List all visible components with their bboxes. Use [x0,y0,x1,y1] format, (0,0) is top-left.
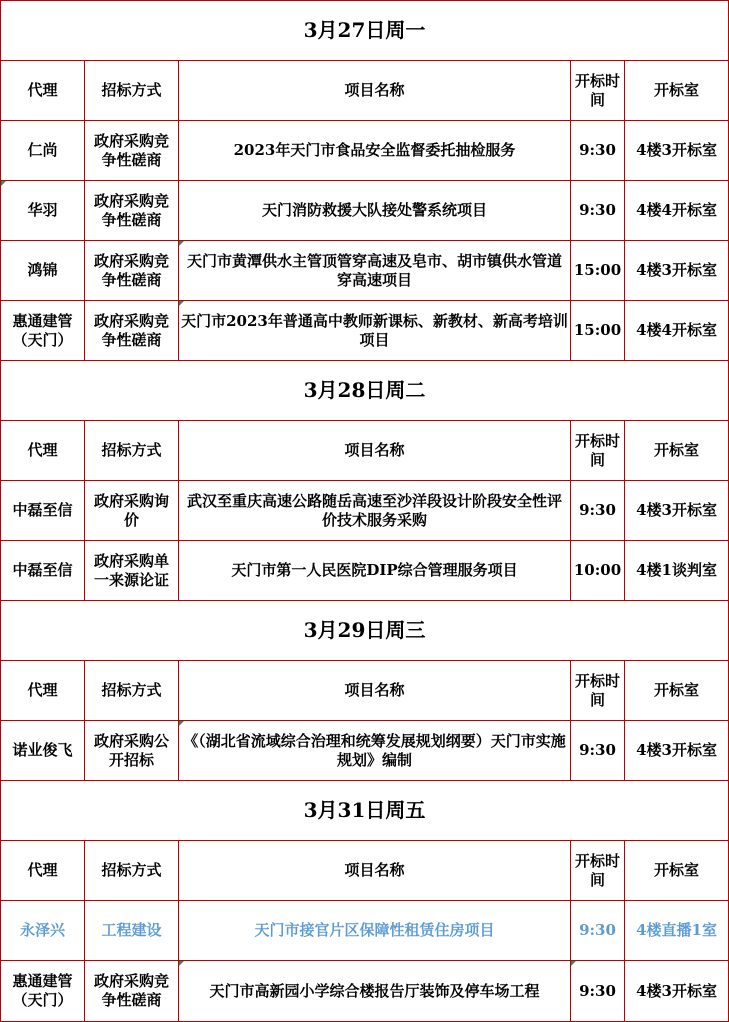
table-row [1,301,729,361]
project-cell: 《（湖北省流域综合治理和统筹发展规划纲要）天门市实施规划》编制 [179,721,571,781]
room-cell: 4楼直播1室 [625,901,729,961]
method-cell: 政府采购单一来源论证 [85,541,179,601]
room-cell: 4楼3开标室 [625,241,729,301]
col-header-time: 开标时间 [571,61,625,121]
room-cell: 4楼3开标室 [625,121,729,181]
col-header-project: 项目名称 [179,841,571,901]
date-row [1,781,729,841]
col-header-room: 开标室 [625,61,729,121]
date-heading: 3月29日周三 [1,601,729,661]
col-header-time: 开标时间 [571,841,625,901]
agent-cell: 中磊至信 [1,481,85,541]
col-header-project: 项目名称 [179,61,571,121]
project-cell: 天门市2023年普通高中教师新课标、新教材、新高考培训项目 [179,301,571,361]
room-cell: 4楼3开标室 [625,721,729,781]
room-cell: 4楼3开标室 [625,961,729,1022]
col-header-room: 开标室 [625,421,729,481]
header-row [1,61,729,121]
table-row [1,721,729,781]
time-cell: 9:30 [571,901,625,961]
time-cell: 15:00 [571,241,625,301]
agent-cell: 仁尚 [1,121,85,181]
col-header-room: 开标室 [625,661,729,721]
date-heading: 3月31日周五 [1,781,729,841]
agent-cell: 永泽兴 [1,901,85,961]
method-cell: 工程建设 [85,901,179,961]
method-cell: 政府采购竞争性磋商 [85,121,179,181]
room-cell: 4楼1谈判室 [625,541,729,601]
agent-cell: 诺业俊飞 [1,721,85,781]
agent-cell: 惠通建管（天门） [1,301,85,361]
method-cell: 政府采购询价 [85,481,179,541]
agent-cell: 鸿锦 [1,241,85,301]
project-cell: 2023年天门市食品安全监督委托抽检服务 [179,121,571,181]
col-header-method: 招标方式 [85,841,179,901]
table-row [1,901,729,961]
project-cell: 天门市高新园小学综合楼报告厅装饰及停车场工程 [179,961,571,1022]
room-cell: 4楼4开标室 [625,301,729,361]
col-header-agent: 代理 [1,61,85,121]
table-row [1,481,729,541]
method-cell: 政府采购竞争性磋商 [85,961,179,1022]
method-cell: 政府采购竞争性磋商 [85,181,179,241]
table-row [1,181,729,241]
time-cell: 9:30 [571,481,625,541]
method-cell: 政府采购竞争性磋商 [85,301,179,361]
date-heading: 3月27日周一 [1,1,729,61]
time-cell: 15:00 [571,301,625,361]
method-cell: 政府采购竞争性磋商 [85,241,179,301]
col-header-method: 招标方式 [85,421,179,481]
header-row [1,661,729,721]
col-header-room: 开标室 [625,841,729,901]
project-cell: 天门消防救援大队接处警系统项目 [179,181,571,241]
table-row [1,121,729,181]
project-cell: 天门市黄潭供水主管顶管穿高速及皂市、胡市镇供水管道穿高速项目 [179,241,571,301]
time-cell: 9:30 [571,181,625,241]
col-header-method: 招标方式 [85,61,179,121]
col-header-time: 开标时间 [571,661,625,721]
room-cell: 4楼4开标室 [625,181,729,241]
agent-cell: 华羽 [1,181,85,241]
col-header-agent: 代理 [1,661,85,721]
table-row [1,541,729,601]
col-header-time: 开标时间 [571,421,625,481]
room-cell: 4楼3开标室 [625,481,729,541]
method-cell: 政府采购公开招标 [85,721,179,781]
col-header-method: 招标方式 [85,661,179,721]
col-header-project: 项目名称 [179,661,571,721]
project-cell: 武汉至重庆高速公路随岳高速至沙洋段设计阶段安全性评价技术服务采购 [179,481,571,541]
table-row [1,961,729,1022]
date-heading: 3月28日周二 [1,361,729,421]
date-row [1,361,729,421]
col-header-agent: 代理 [1,841,85,901]
time-cell: 9:30 [571,721,625,781]
time-cell: 10:00 [571,541,625,601]
header-row [1,421,729,481]
agent-cell: 惠通建管（天门） [1,961,85,1022]
time-cell: 9:30 [571,961,625,1022]
table-row [1,241,729,301]
project-cell: 天门市第一人民医院DIP综合管理服务项目 [179,541,571,601]
project-cell: 天门市接官片区保障性租赁住房项目 [179,901,571,961]
header-row [1,841,729,901]
col-header-agent: 代理 [1,421,85,481]
time-cell: 9:30 [571,121,625,181]
date-row [1,1,729,61]
agent-cell: 中磊至信 [1,541,85,601]
date-row [1,601,729,661]
col-header-project: 项目名称 [179,421,571,481]
